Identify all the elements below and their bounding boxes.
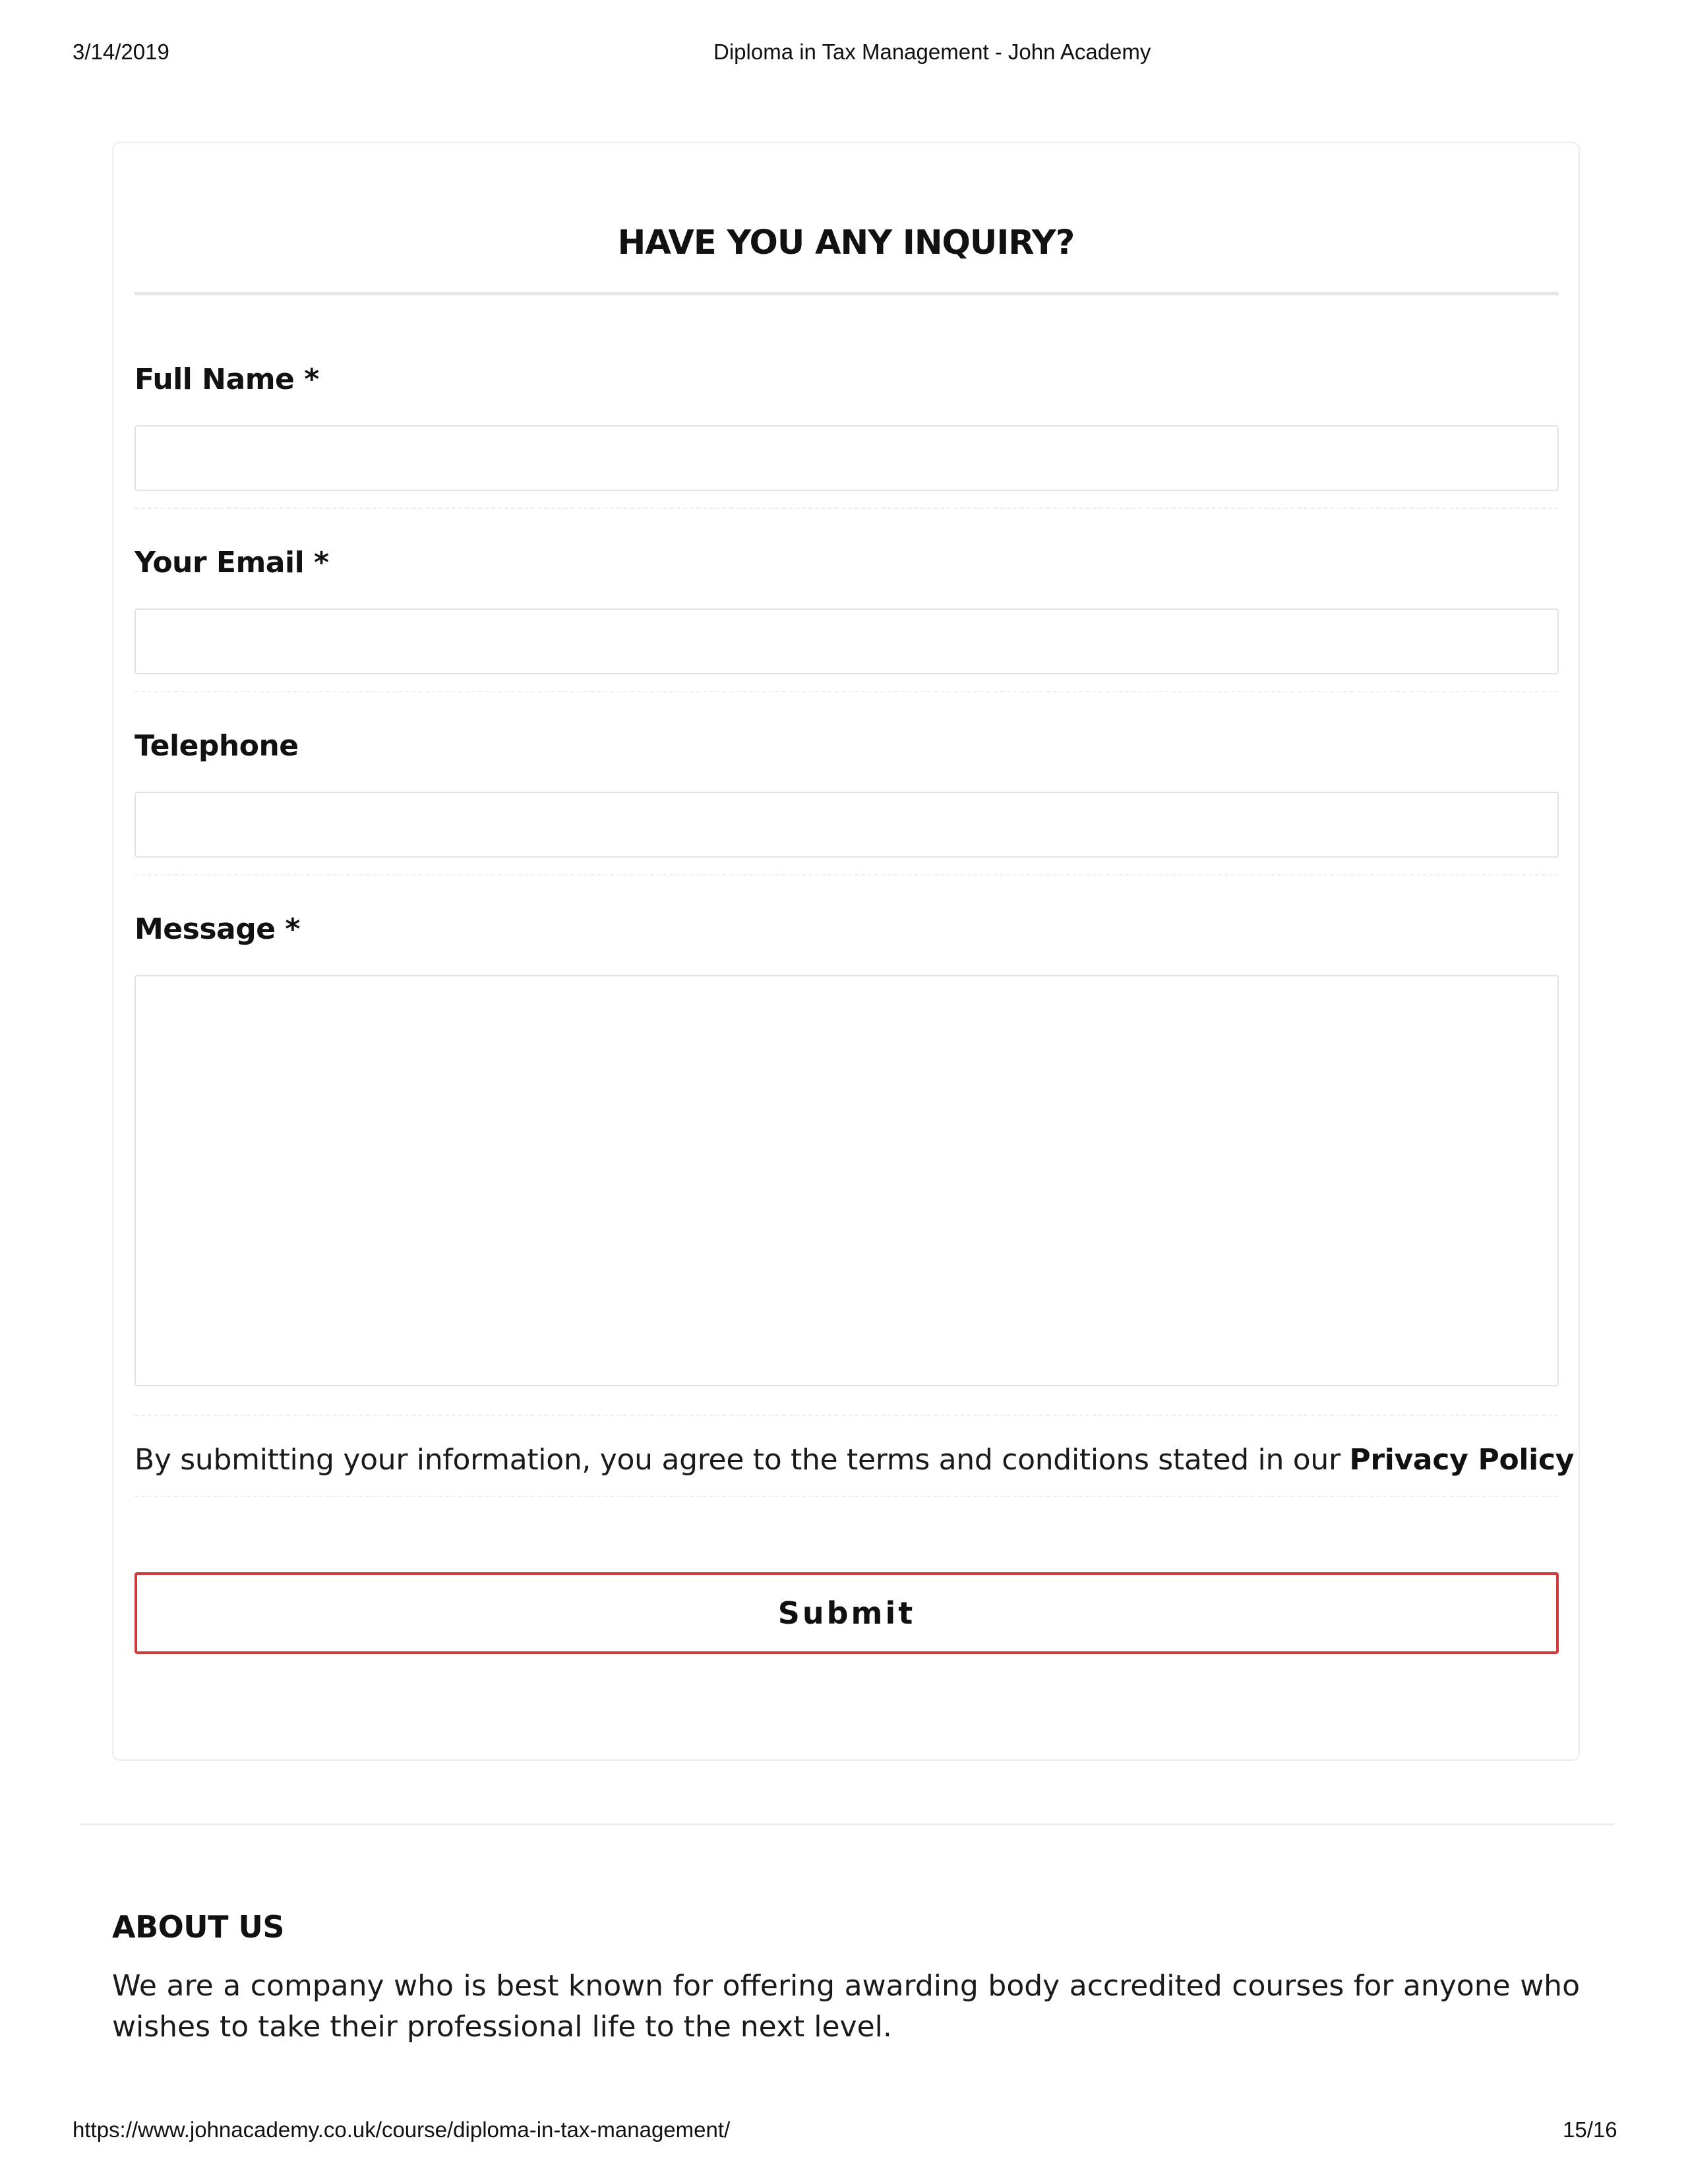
message-label: Message * — [135, 912, 300, 946]
telephone-input[interactable] — [135, 792, 1559, 858]
field-divider — [135, 1415, 1559, 1416]
print-url: https://www.johnacademy.co.uk/course/diploma-in-tax-management/ — [73, 2117, 731, 2142]
email-input[interactable] — [135, 608, 1559, 674]
field-divider — [135, 874, 1559, 875]
consent-text: By submitting your information, you agree to the terms and conditions stated in our — [135, 1443, 1350, 1477]
field-divider — [135, 508, 1559, 509]
about-text: We are a company who is best known for offering awarding body accredited courses for anyone who wishes to take their professional life to the next level. — [112, 1969, 1580, 2044]
heading-divider — [135, 292, 1559, 295]
print-footer — [0, 2117, 1688, 2146]
field-divider — [135, 691, 1559, 692]
full-name-input[interactable] — [135, 425, 1559, 491]
print-page-title: Diploma in Tax Management - John Academy — [713, 40, 1151, 64]
inquiry-heading: HAVE YOU ANY INQUIRY? — [617, 223, 1075, 262]
consent-notice — [135, 1443, 1574, 1477]
telephone-label: Telephone — [135, 729, 299, 763]
print-date: 3/14/2019 — [73, 40, 169, 64]
inquiry-form-card — [112, 142, 1580, 1761]
message-textarea[interactable] — [135, 975, 1559, 1386]
about-heading: ABOUT US — [112, 1909, 284, 1945]
section-divider — [80, 1823, 1614, 1825]
print-page-number: 15/16 — [1563, 2117, 1617, 2142]
full-name-label: Full Name * — [135, 363, 319, 396]
privacy-policy-link[interactable]: Privacy Policy — [1349, 1443, 1575, 1477]
field-divider — [135, 1496, 1559, 1497]
email-label: Your Email * — [135, 546, 329, 579]
submit-button[interactable]: Submit — [135, 1572, 1559, 1654]
print-header — [0, 40, 1688, 69]
